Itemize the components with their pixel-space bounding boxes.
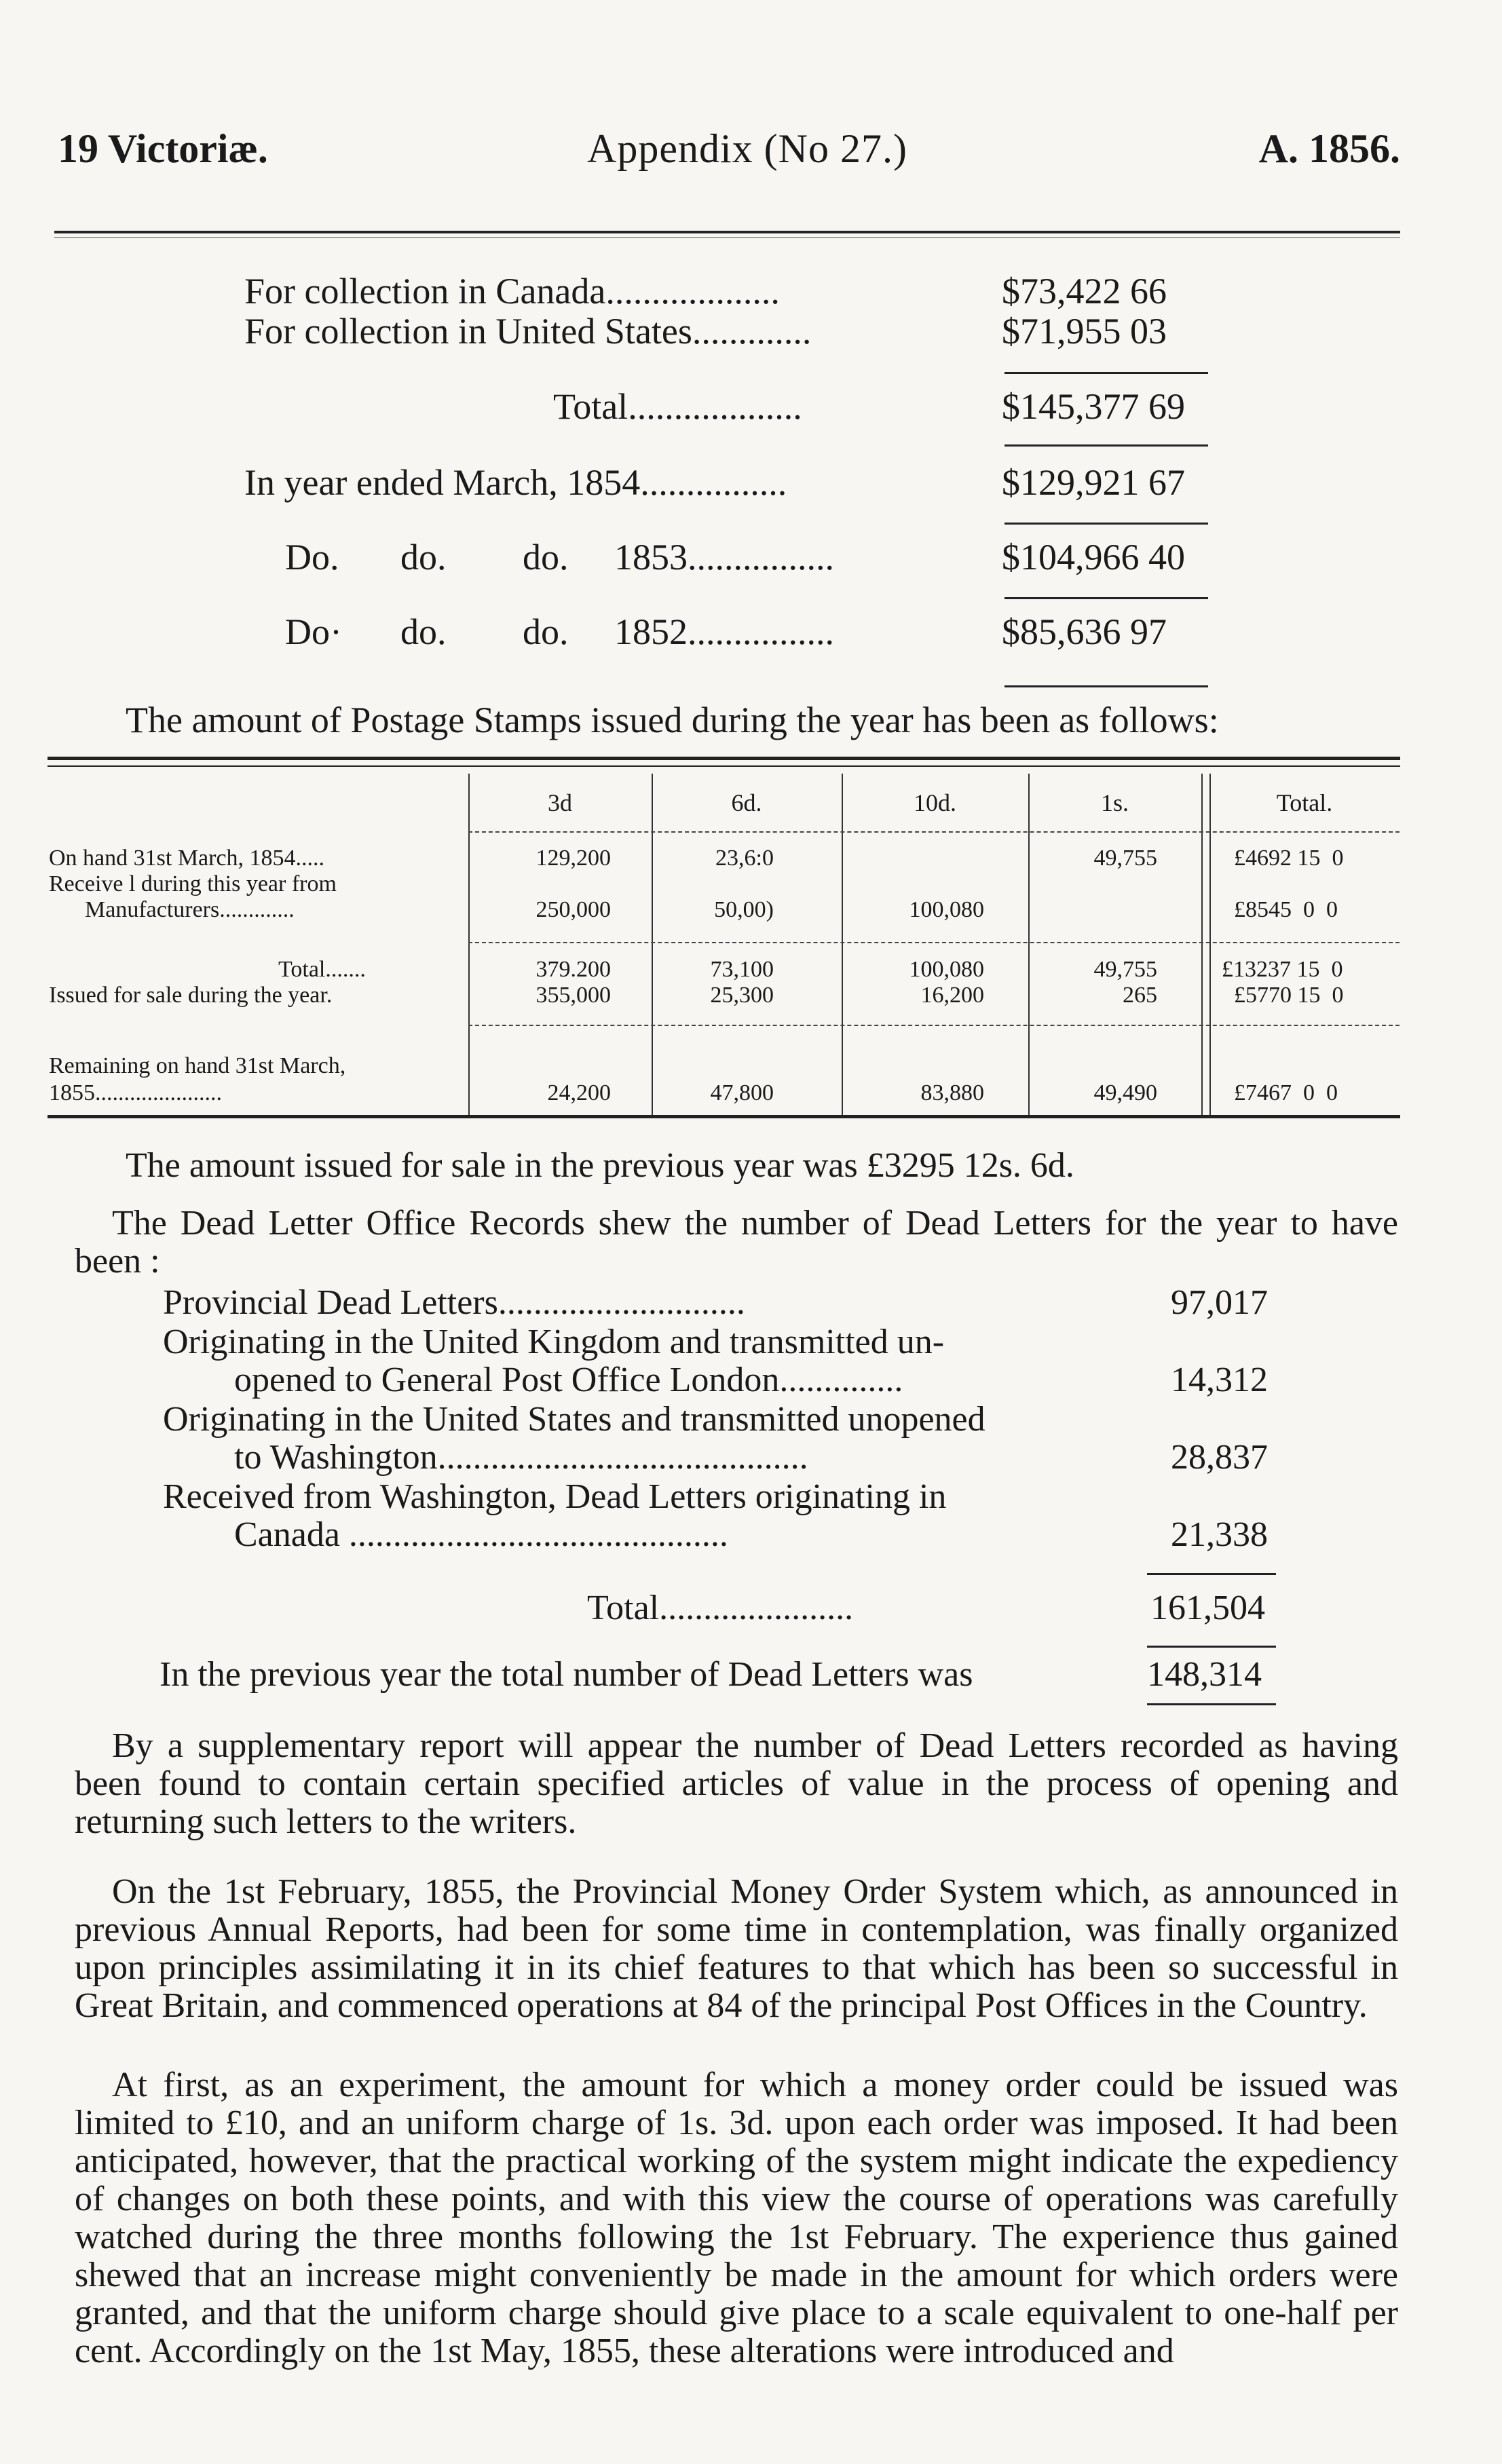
sum-rule [1005,597,1208,599]
collection-us-value: $71,955 03 [1002,311,1167,352]
dead-previous-value: 148,314 [1147,1655,1262,1694]
dead-previous-label: In the previous year the total number of Dead Letters was [159,1655,973,1694]
year-1852-value: $85,636 97 [1002,611,1167,652]
sum-rule [1005,372,1208,374]
year-1852-do-1: Do· [285,611,342,652]
cell: £13237 15 0 [1222,957,1343,982]
sum-rule [1147,1703,1276,1705]
cell: 23,6:0 [715,846,774,871]
row-stub: Issued for sale during the year. [49,983,333,1008]
cell: 355,000 [536,983,611,1008]
dead-letter-item: Provincial Dead Letters............................ [163,1283,745,1322]
dead-letter-item: opened to General Post Office London.............. [234,1361,903,1399]
dead-letter-item: Originating in the United Kingdom and transmitted un- [163,1323,945,1361]
cell: 250,000 [536,897,611,922]
paragraph-supplementary: By a supplementary report will appear the number of Dead Letters recorded as having been found to contain certain specified articles of value in the process of opening and returning such letters to the writers. [75,1726,1398,1841]
cell: 129,200 [536,846,611,871]
total-underline [468,942,1400,943]
dead-letter-item: Canada ........................................... [234,1515,728,1554]
cell: 73,100 [710,957,774,982]
cell: £5770 15 0 [1234,983,1344,1008]
year-1854-value: $129,921 67 [1002,462,1185,503]
col-header-3d: 3d [548,789,572,816]
table-top-rule-thin [48,765,1400,767]
year-1852-do-3: do. [523,611,569,652]
table-top-rule [48,757,1400,760]
sum-rule [1147,1646,1276,1648]
row-stub: Remaining on hand 31st March, [49,1053,346,1078]
header-underline [468,831,1400,833]
cell: 49,490 [1093,1080,1157,1105]
running-header [58,126,1400,187]
cell: 16,200 [920,983,984,1008]
dead-letter-value: 97,017 [1171,1283,1268,1322]
cell: 379.200 [536,957,611,982]
collection-canada-label: For collection in Canada................... [244,271,780,311]
sum-rule [1005,685,1208,687]
cell: 83,880 [920,1080,984,1105]
sum-rule [1005,523,1208,525]
cell: 24,200 [547,1080,611,1105]
col-divider [842,774,843,1116]
cell: 49,755 [1093,957,1157,982]
year-1852-label: 1852................ [614,611,834,652]
dead-total-value: 161,504 [1150,1589,1265,1627]
year-1852-do-2: do. [400,611,447,652]
cell: 50,00) [714,897,774,922]
col-divider [468,774,470,1116]
previous-sale: The amount issued for sale in the previous year was £3295 12s. 6d. [126,1146,1074,1185]
year-1853-label: 1853................ [614,537,834,577]
year-1853-value: $104,966 40 [1002,537,1185,577]
row-stub: Total....... [278,957,366,982]
cell: 25,300 [710,983,774,1008]
col-header-total: Total. [1276,789,1333,816]
dead-total-label: Total...................... [587,1589,854,1627]
col-divider [1209,774,1211,1116]
col-divider [1201,774,1203,1116]
collection-total-value: $145,377 69 [1002,386,1185,427]
dead-letter-intro: The Dead Letter Office Records shew the number of Dead Letters for the year to have been : [75,1204,1398,1281]
row-stub: Receive l during this year from [49,871,337,896]
cell: 47,800 [710,1080,774,1105]
header-rule [54,231,1400,233]
cell: £4692 15 0 [1234,846,1344,871]
dead-letter-value: 28,837 [1171,1438,1268,1477]
col-header-10d: 10d. [914,789,956,816]
stamps-intro: The amount of Postage Stamps issued during the year has been as follows: [126,700,1219,740]
sum-rule [1147,1573,1276,1575]
year-1854-label: In year ended March, 1854................ [244,462,787,503]
col-header-6d: 6d. [731,789,762,816]
table-bottom-rule [48,1115,1400,1118]
collection-total-label: Total................... [553,386,802,427]
collection-canada-value: $73,422 66 [1002,271,1167,311]
cell: 265 [1123,983,1157,1008]
header-year: A. 1856. [1258,126,1400,171]
year-1853-do-3: do. [523,537,569,577]
row-stub: 1855...................... [49,1080,222,1105]
cell: 100,080 [909,957,984,982]
dead-letter-item: Received from Washington, Dead Letters originating in [163,1477,947,1516]
remaining-overline [468,1025,1400,1026]
col-header-1s: 1s. [1100,789,1129,816]
row-stub: On hand 31st March, 1854..... [49,846,325,871]
cell: £8545 0 0 [1234,897,1338,922]
dead-letter-value: 21,338 [1171,1515,1268,1554]
paragraph-money-order: On the 1st February, 1855, the Provincial Money Order System which, as announced in previous Annual Reports, had been for some time in contemplation, was finally organized upon principles assimilating it in its chief features to that which has been so successful in Great Britain, and commenced operations at 84 of the principal Post Offices in the Country. [75,1872,1398,2025]
header-appendix: Appendix (No 27.) [587,126,907,171]
header-session: 19 Victoriæ. [58,126,268,171]
dead-letter-item: to Washington.......................................... [234,1438,808,1477]
col-divider [1028,774,1030,1116]
dead-letter-value: 14,312 [1171,1361,1268,1399]
collection-us-label: For collection in United States............. [244,311,812,352]
row-stub: Manufacturers............. [85,897,295,922]
dead-letter-item: Originating in the United States and transmitted unopened [163,1400,985,1439]
cell: £7467 0 0 [1234,1080,1338,1105]
paragraph-experiment: At first, as an experiment, the amount for which a money order could be issued was limited to £10, and an uniform charge of 1s. 3d. upon each order was imposed. It had been anticipated, however, that the practical working of the system might indicate the expediency of changes on both these points, and with this view the course of operations was carefully watched during the three months following the 1st February. The experience thus gained shewed that an increase might conveniently be made in the amount for which orders were granted, and that the uniform charge should give place to a scale equivalent to one-half per cent. Accordingly on the 1st May, 1855, these alterations were introduced and [75,2066,1398,2370]
year-1853-do-1: Do. [285,537,339,577]
year-1853-do-2: do. [400,537,447,577]
sum-rule [1005,444,1208,447]
col-divider [652,774,653,1116]
cell: 49,755 [1093,846,1157,871]
cell: 100,080 [909,897,984,922]
